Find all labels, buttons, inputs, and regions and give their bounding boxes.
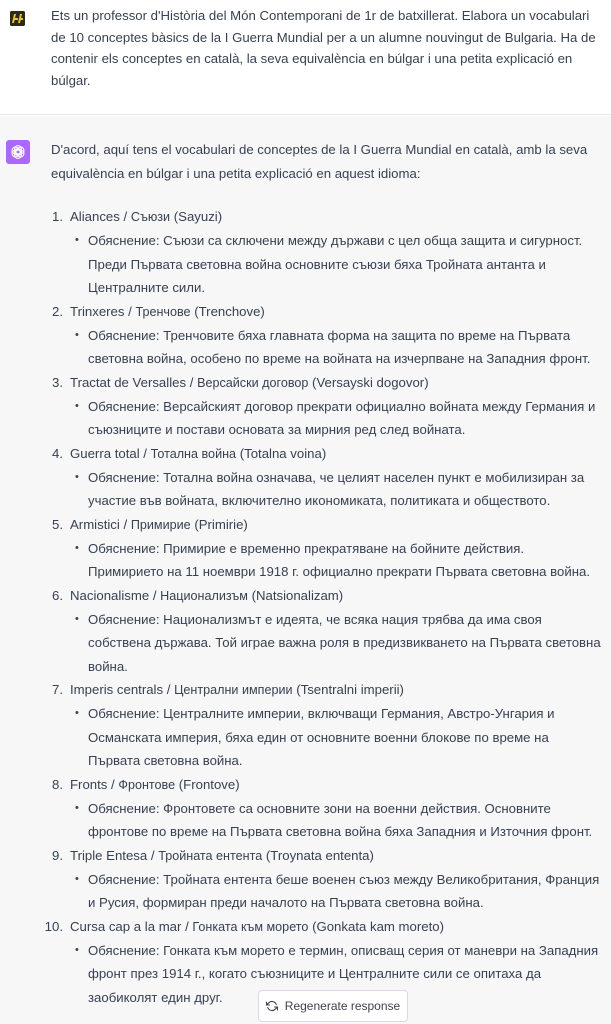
term-transliteration: (Frontove) <box>175 776 240 792</box>
list-item <box>51 773 601 844</box>
term-bulgarian: Централни империи <box>174 683 293 697</box>
term-separator: / <box>119 209 131 224</box>
term-separator: / <box>119 516 131 532</box>
list-item <box>51 205 601 300</box>
term-catalan: Tractat de Versalles <box>70 374 187 390</box>
term-transliteration: (Trenchove) <box>190 303 265 319</box>
term-catalan: Cursa cap a la mar <box>70 918 182 934</box>
term-explanation: Обяснение: Съюзи са сключени между държави с цел обща защита и сигурност. Преди Първата световна война основните съюзи бяха Тройната антанта и Централните сили. <box>88 233 583 295</box>
term-transliteration: (Primirie) <box>190 516 248 532</box>
item-number: 8. <box>52 776 63 792</box>
user-message-text: Ets un professor d'Història del Món Contemporani de 1r de batxillerat. Elabora un vocabulari de 10 conceptes bàsics de la I Guerra Mundial per a un alumne nouvingut de Bulgaria. Ha de contenir els conceptes en català, la seva equivalència en búlgar i una petita explicació en búlgar. <box>51 8 596 88</box>
user-avatar-icon <box>10 11 25 26</box>
list-item <box>51 678 601 773</box>
term-separator: / <box>107 776 119 792</box>
item-number: 7. <box>52 682 63 697</box>
list-item <box>51 584 601 679</box>
bullet-icon: • <box>75 872 79 885</box>
term-separator: / <box>139 445 151 461</box>
list-item <box>51 844 601 915</box>
bullet-icon: • <box>75 943 79 956</box>
bullet-icon: • <box>75 801 79 814</box>
term-bulgarian: Тренчове <box>135 304 191 319</box>
term-explanation: Обяснение: Гонката към морето е термин, описващ серия от маневри на Западния фронт през 1914 г., когато съюзниците и Централните сили се опитаха да заобиколят един друг. <box>88 942 599 1005</box>
term-transliteration: (Gonkata kam moreto) <box>308 918 444 934</box>
item-number: 6. <box>52 587 63 603</box>
user-message <box>0 0 611 115</box>
term-catalan: Trinxeres <box>70 303 125 319</box>
term-bulgarian: Примирие <box>130 517 191 532</box>
item-number: 10. <box>44 918 63 934</box>
term-catalan: Nacionalisme <box>70 587 150 603</box>
term-explanation: Обяснение: Тренчовите бяха главната форма на защита по време на Първата световна война, особено по време на войната на изчерпване на Западния фронт. <box>88 327 591 366</box>
term-transliteration: (Tsentralni imperii) <box>292 682 404 697</box>
vocabulary-list <box>44 205 601 1009</box>
list-item <box>51 371 601 442</box>
term-transliteration: (Troynata ententa) <box>262 847 374 863</box>
bullet-icon: • <box>75 470 79 483</box>
term-catalan: Triple Entesa <box>70 847 148 863</box>
list-item <box>51 513 601 584</box>
term-transliteration: (Sayuzi) <box>170 209 223 224</box>
term-bulgarian: Тотална война <box>150 446 237 461</box>
term-catalan: Aliances <box>70 209 120 224</box>
openai-logo-icon <box>6 140 30 164</box>
term-explanation: Обяснение: Примирие е временно прекратяване на бойните действия. Примирието на 11 ноември 1918 г. официално прекрати Първата световна война. <box>88 540 591 579</box>
item-number: 3. <box>52 374 63 390</box>
bullet-icon: • <box>75 707 79 719</box>
bullet-icon: • <box>75 541 79 554</box>
term-transliteration: (Versayski dogovor) <box>308 374 429 390</box>
term-separator: / <box>149 587 161 603</box>
assistant-message-content <box>44 138 601 1009</box>
bullet-icon: • <box>75 399 79 412</box>
item-number: 5. <box>52 516 63 532</box>
term-explanation: Обяснение: Тотална война означава, че целият населен пункт е мобилизиран за участие във войната, включително икономиката, политиката и обществото. <box>88 469 585 508</box>
term-separator: / <box>181 918 193 934</box>
term-bulgarian: Тройната ентента <box>158 848 263 863</box>
refresh-icon <box>266 1000 278 1012</box>
term-explanation: Обяснение: Национализмът е идеята, че всяка нация трябва да има своя собствена държава. Той играе важна роля в предизвикването на Първата световна война. <box>88 611 601 674</box>
term-explanation: Обяснение: Централните империи, включващи Германия, Австро-Унгария и Османската империя, бяха един от основните военни блокове по време на Първата световна война. <box>88 706 555 768</box>
term-separator: / <box>186 374 198 390</box>
term-separator: / <box>147 847 159 863</box>
term-bulgarian: Национализъм <box>160 588 248 603</box>
term-transliteration: (Totalna voina) <box>236 445 327 461</box>
term-explanation: Обяснение: Фронтовете са основните зони на военни действия. Основните фронтове по време на Първата световна война бяха Западния и Източния фронт. <box>88 800 593 839</box>
term-separator: / <box>124 303 136 319</box>
term-bulgarian: Версайски договор <box>197 375 309 390</box>
regenerate-label: Regenerate response <box>284 999 401 1013</box>
item-number: 9. <box>52 847 63 863</box>
item-number: 4. <box>52 445 63 461</box>
item-number: 1. <box>52 209 63 224</box>
item-number: 2. <box>52 303 63 319</box>
assistant-intro: D'acord, aquí tens el vocabulari de conceptes de la I Guerra Mundial en català, amb la seva equivalència en búlgar i una petita explicació en aquest idioma: <box>51 142 588 181</box>
term-catalan: Armistici <box>70 516 120 532</box>
term-bulgarian: Гонката към морето <box>192 919 309 934</box>
list-item <box>51 442 601 513</box>
assistant-message <box>0 116 611 1024</box>
regenerate-response-button[interactable] <box>258 990 408 1022</box>
bullet-icon: • <box>75 328 79 341</box>
term-catalan: Fronts <box>70 776 108 792</box>
bullet-icon: • <box>75 612 79 625</box>
term-separator: / <box>163 682 175 697</box>
term-explanation: Обяснение: Версайският договор прекрати официално войната между Германия и съюзниците и постави основата за мирния ред след войната. <box>88 398 596 437</box>
term-catalan: Imperis centrals <box>70 682 164 697</box>
list-item <box>51 300 601 371</box>
term-bulgarian: Фронтове <box>118 777 176 792</box>
term-catalan: Guerra total <box>70 445 140 461</box>
term-transliteration: (Natsionalizam) <box>247 587 344 603</box>
term-bulgarian: Съюзи <box>130 210 171 224</box>
term-explanation: Обяснение: Тройната ентента беше военен съюз между Великобритания, Франция и Русия, формиран преди началото на Първата световна война. <box>88 871 600 910</box>
bullet-icon: • <box>75 234 79 246</box>
